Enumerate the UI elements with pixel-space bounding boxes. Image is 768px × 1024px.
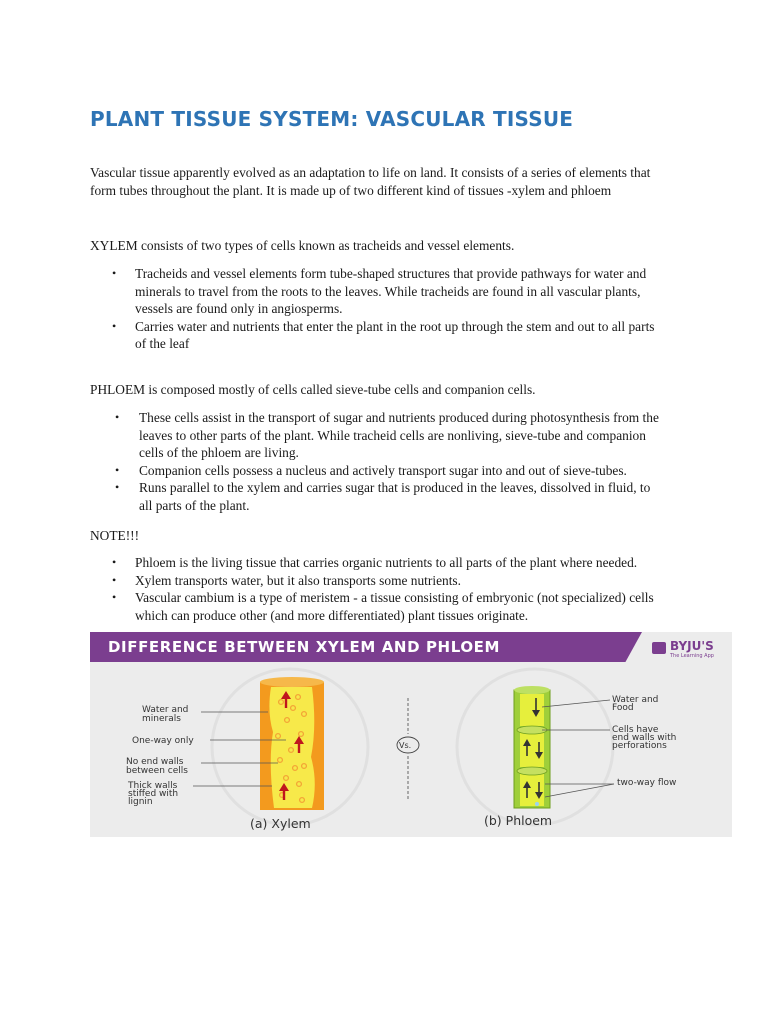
phloem-cell (520, 774, 544, 806)
phloem-tube (514, 686, 550, 808)
bullet-glyph: • (115, 480, 120, 494)
bullet-glyph: • (115, 410, 120, 424)
vs-label: Vs. (399, 741, 412, 750)
xylem-label-water: Water and minerals (142, 705, 189, 724)
bullet-glyph: • (112, 266, 117, 280)
bullet-glyph: • (112, 555, 117, 569)
xylem-caption: (a) Xylem (250, 816, 311, 831)
phloem-bullet-list (90, 409, 690, 514)
list-item: • Tracheids and vessel elements form tube-shaped structures that provide pathways for water and minerals to travel from the roots to the leaves. While tracheids are found in all vascular plants, vessels are found only in angiosperms. (112, 266, 647, 316)
list-item: • Xylem transports water, but it also transports some nutrients. (112, 572, 461, 588)
intro-line: form tubes throughout the plant. It is made up of two different kind of tissues -xylem and phloem (90, 182, 612, 198)
sieve-plate (517, 767, 547, 775)
bullet-glyph: • (115, 462, 120, 477)
xylem-label-noend: No end walls between cells (126, 757, 188, 776)
phloem-lead: PHLOEM is composed mostly of cells called sieve-tube cells and companion cells. (90, 382, 536, 397)
figure-title: DIFFERENCE BETWEEN XYLEM AND PHLOEM (108, 638, 501, 656)
list-item: • Runs parallel to the xylem and carries sugar that is produced in the leaves, dissolved in fluid, to all parts of the plant. (115, 480, 651, 513)
xylem-lead: XYLEM consists of two types of cells known as tracheids and vessel elements. (90, 238, 515, 253)
bullet-glyph: • (112, 590, 117, 604)
logo-subtitle: The Learning App (670, 653, 714, 659)
list-item: • Vascular cambium is a type of meristem - a tissue consisting of embryonic (not specialized) cells which can produce other (and more differentiated) plant tissues originate. (112, 590, 654, 623)
phloem-dot (535, 802, 539, 806)
intro-line: Vascular tissue apparently evolved as an adaptation to life on land. It consists of a series of elements that (90, 165, 651, 180)
list-item: • Phloem is the living tissue that carries organic nutrients to all parts of the plant where needed. (112, 555, 638, 570)
intro-paragraph (90, 164, 690, 199)
note-heading: NOTE!!! (90, 528, 140, 543)
phloem-cell (520, 733, 544, 767)
list-item: • These cells assist in the transport of sugar and nutrients produced during photosynthesis from the leaves to other parts of the plant. While tracheid cells are nonliving, sieve-tube and companion cells of the phloem are living. (115, 410, 659, 460)
xylem-phloem-figure (90, 632, 732, 837)
phloem-caption: (b) Phloem (484, 813, 553, 828)
bullet-glyph: • (112, 572, 117, 587)
bullet-glyph: • (112, 318, 117, 333)
xylem-top (260, 677, 324, 687)
xylem-label-thick: Thick walls stiffed with lignin (128, 781, 179, 807)
phloem-label-water: Water and Food (612, 695, 659, 713)
note-bullet-list (90, 554, 690, 624)
logo-text: BYJU'S (670, 639, 714, 653)
list-item: • Carries water and nutrients that enter the plant in the root up through the stem and out to all parts of the leaf (112, 318, 655, 351)
phloem-top (514, 686, 550, 694)
phloem-label-twoway: two-way flow (617, 778, 677, 788)
xylem-bullet-list (90, 265, 690, 353)
page-title: PLANT TISSUE SYSTEM: VASCULAR TISSUE (90, 107, 574, 131)
list-item: • Companion cells possess a nucleus and actively transport sugar into and out of sieve-tubes. (115, 462, 627, 478)
xylem-label-oneway: One-way only (132, 736, 194, 746)
phloem-label-cells: Cells have end walls with perforations (612, 725, 677, 751)
xylem-tube (260, 677, 324, 810)
figure-illustration (90, 632, 732, 837)
